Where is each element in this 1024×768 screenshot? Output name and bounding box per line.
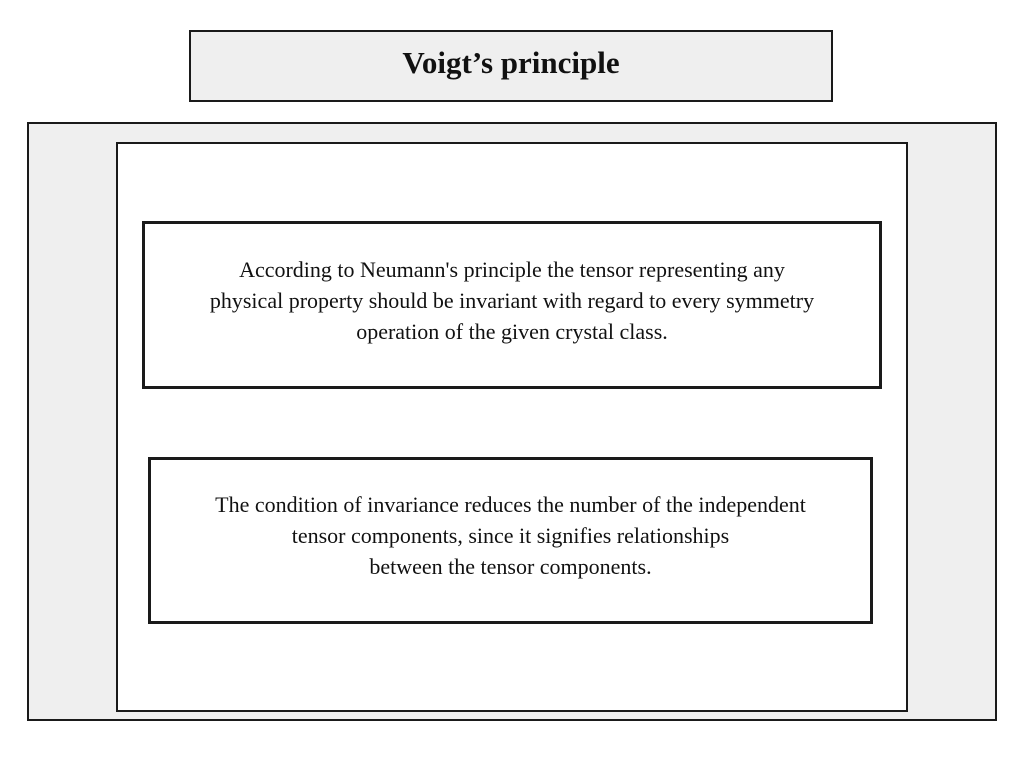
statement-line: According to Neumann's principle the tensor representing any: [239, 256, 785, 282]
neumann-principle-box: [142, 221, 882, 389]
statement-line: between the tensor components.: [369, 554, 652, 579]
slide-title: Voigt’s principle: [402, 45, 620, 80]
statement-line: tensor components, since it signifies relationships: [291, 523, 730, 548]
statement-line: operation of the given crystal class.: [356, 318, 668, 344]
statement-line: physical property should be invariant with regard to every symmetry: [209, 287, 815, 313]
statement-line: The condition of invariance reduces the number of the independent: [215, 492, 806, 517]
neumann-principle-text: [210, 254, 814, 347]
title-box: [189, 30, 833, 102]
invariance-condition-box: [148, 457, 873, 624]
invariance-condition-text: [215, 489, 806, 582]
